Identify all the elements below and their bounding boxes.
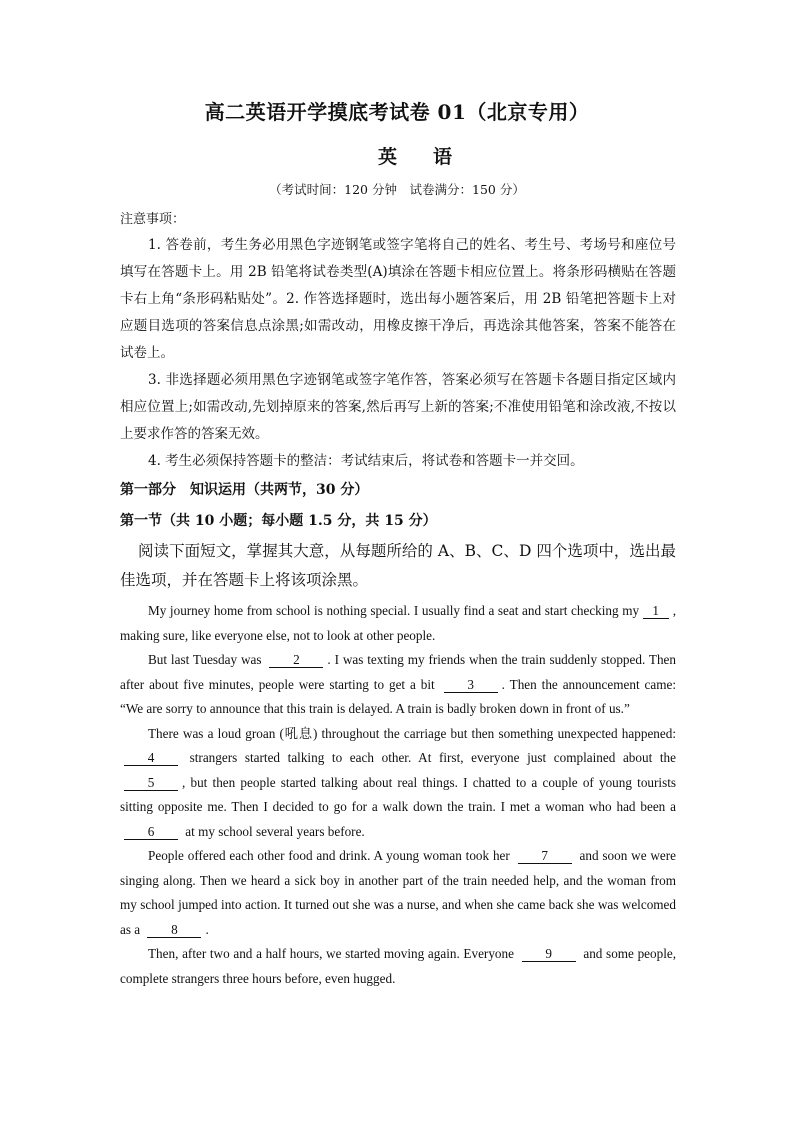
part-heading: 第一部分 知识运用（共两节，30 分） [120,482,369,498]
passage-text: , making sure, like everyone else, not to look at other people. [120,603,677,643]
passage-text: . Then the announcement came: “We are sorry to announce that this train is delayed. A train is badly broken down in front of us.” [120,676,677,716]
section-heading: 第一节（共 10 小题；每小题 1.5 分，共 15 分） [120,513,437,529]
passage-paragraph-5 [120,942,676,991]
passage-paragraph-1 [120,599,676,648]
passage-paragraph-2 [120,648,676,722]
blank-7: 7 [518,848,572,864]
blank-6: 6 [124,824,178,840]
passage-text: . I was texting my friends when the train suddenly stopped. Then after about five minutes, people were starting to get a bit [120,652,677,692]
reading-instructions [120,537,676,595]
blank-2: 2 [269,652,323,668]
note-item-4-text: 4. 考生必须保持答题卡的整洁：考试结束后，将试卷和答题卡一并交回。 [148,453,584,469]
note-item-1-text: 1. 答卷前，考生务必用黑色字迹钢笔或签字笔将自己的姓名、考生号、考场号和座位号填写在答题卡上。用 2B 铅笔将试卷类型(A)填涂在答题卡相应位置上。将条形码横贴在答题卡右上角“条形码粘贴处”。2. 作答选择题时，选出每小题答案后，用 2B 铅笔把答题卡上对应题目选项的答案信息点涂黑;如需改动，用橡皮擦干净后，再选涂其他答案，答案不能答在试卷上。 [120,237,676,361]
passage-text: People offered each other food and drink. A young woman took her [148,848,510,863]
note-item-4 [120,448,676,475]
passage-text: Then, after two and a half hours, we started moving again. Everyone [148,946,514,961]
passage-text: . [205,921,209,937]
blank-1: 1 [643,603,669,619]
passage-text: There was a loud groan (吼息) throughout the carriage but then something unexpected happened: [148,725,676,741]
passage-text: But last Tuesday was [148,652,262,667]
passage-paragraph-3 [120,722,676,845]
blank-5: 5 [124,775,178,791]
blank-9: 9 [522,946,576,962]
note-item-1 [120,232,676,367]
passage-text: at my school several years before. [185,823,365,839]
passage-paragraph-4 [120,844,676,942]
note-item-3-text: 3. 非选择题必须用黑色字迹钢笔或签字笔作答，答案必须写在答题卡各题目指定区域内相应位置上;如需改动,先划掉原来的答案,然后再写上新的答案;不准使用铅笔和涂改液,不按以上要求作答的答案无效。 [120,372,676,442]
passage-text: and some people, complete strangers three hours before, even hugged. [120,946,677,986]
exam-info: （考试时间：120 分钟 试卷满分：150 分） [269,182,525,197]
blank-4: 4 [124,750,178,766]
blank-8: 8 [147,922,201,938]
passage-text: , but then people started talking about real things. I chatted to a couple of young tourists sitting opposite me. Then I decided to go for a walk down the train. I met a woman who had been a [120,774,676,814]
subject-title: 英语 [377,146,488,168]
page-title: 高二英语开学摸底考试卷 01（北京专用） [204,100,590,124]
passage-text: strangers started talking to each other. At first, everyone just complained about the [189,750,676,765]
note-item-3 [120,367,676,448]
passage-text: and soon we were singing along. Then we heard a sick boy in another part of the train needed help, and the woman from my school jumped into action. It turned out she was a nurse, and when she came back she was welcomed as a [120,848,677,937]
blank-3: 3 [444,677,498,693]
reading-instructions-text: 阅读下面短文，掌握其大意，从每题所给的 A、B、C、D 四个选项中，选出最佳选项，并在答题卡上将该项涂黑。 [120,542,676,589]
notes-heading: 注意事项： [120,212,186,227]
cloze-passage [120,599,676,991]
passage-text: My journey home from school is nothing special. I usually find a seat and start checking my [148,603,640,618]
